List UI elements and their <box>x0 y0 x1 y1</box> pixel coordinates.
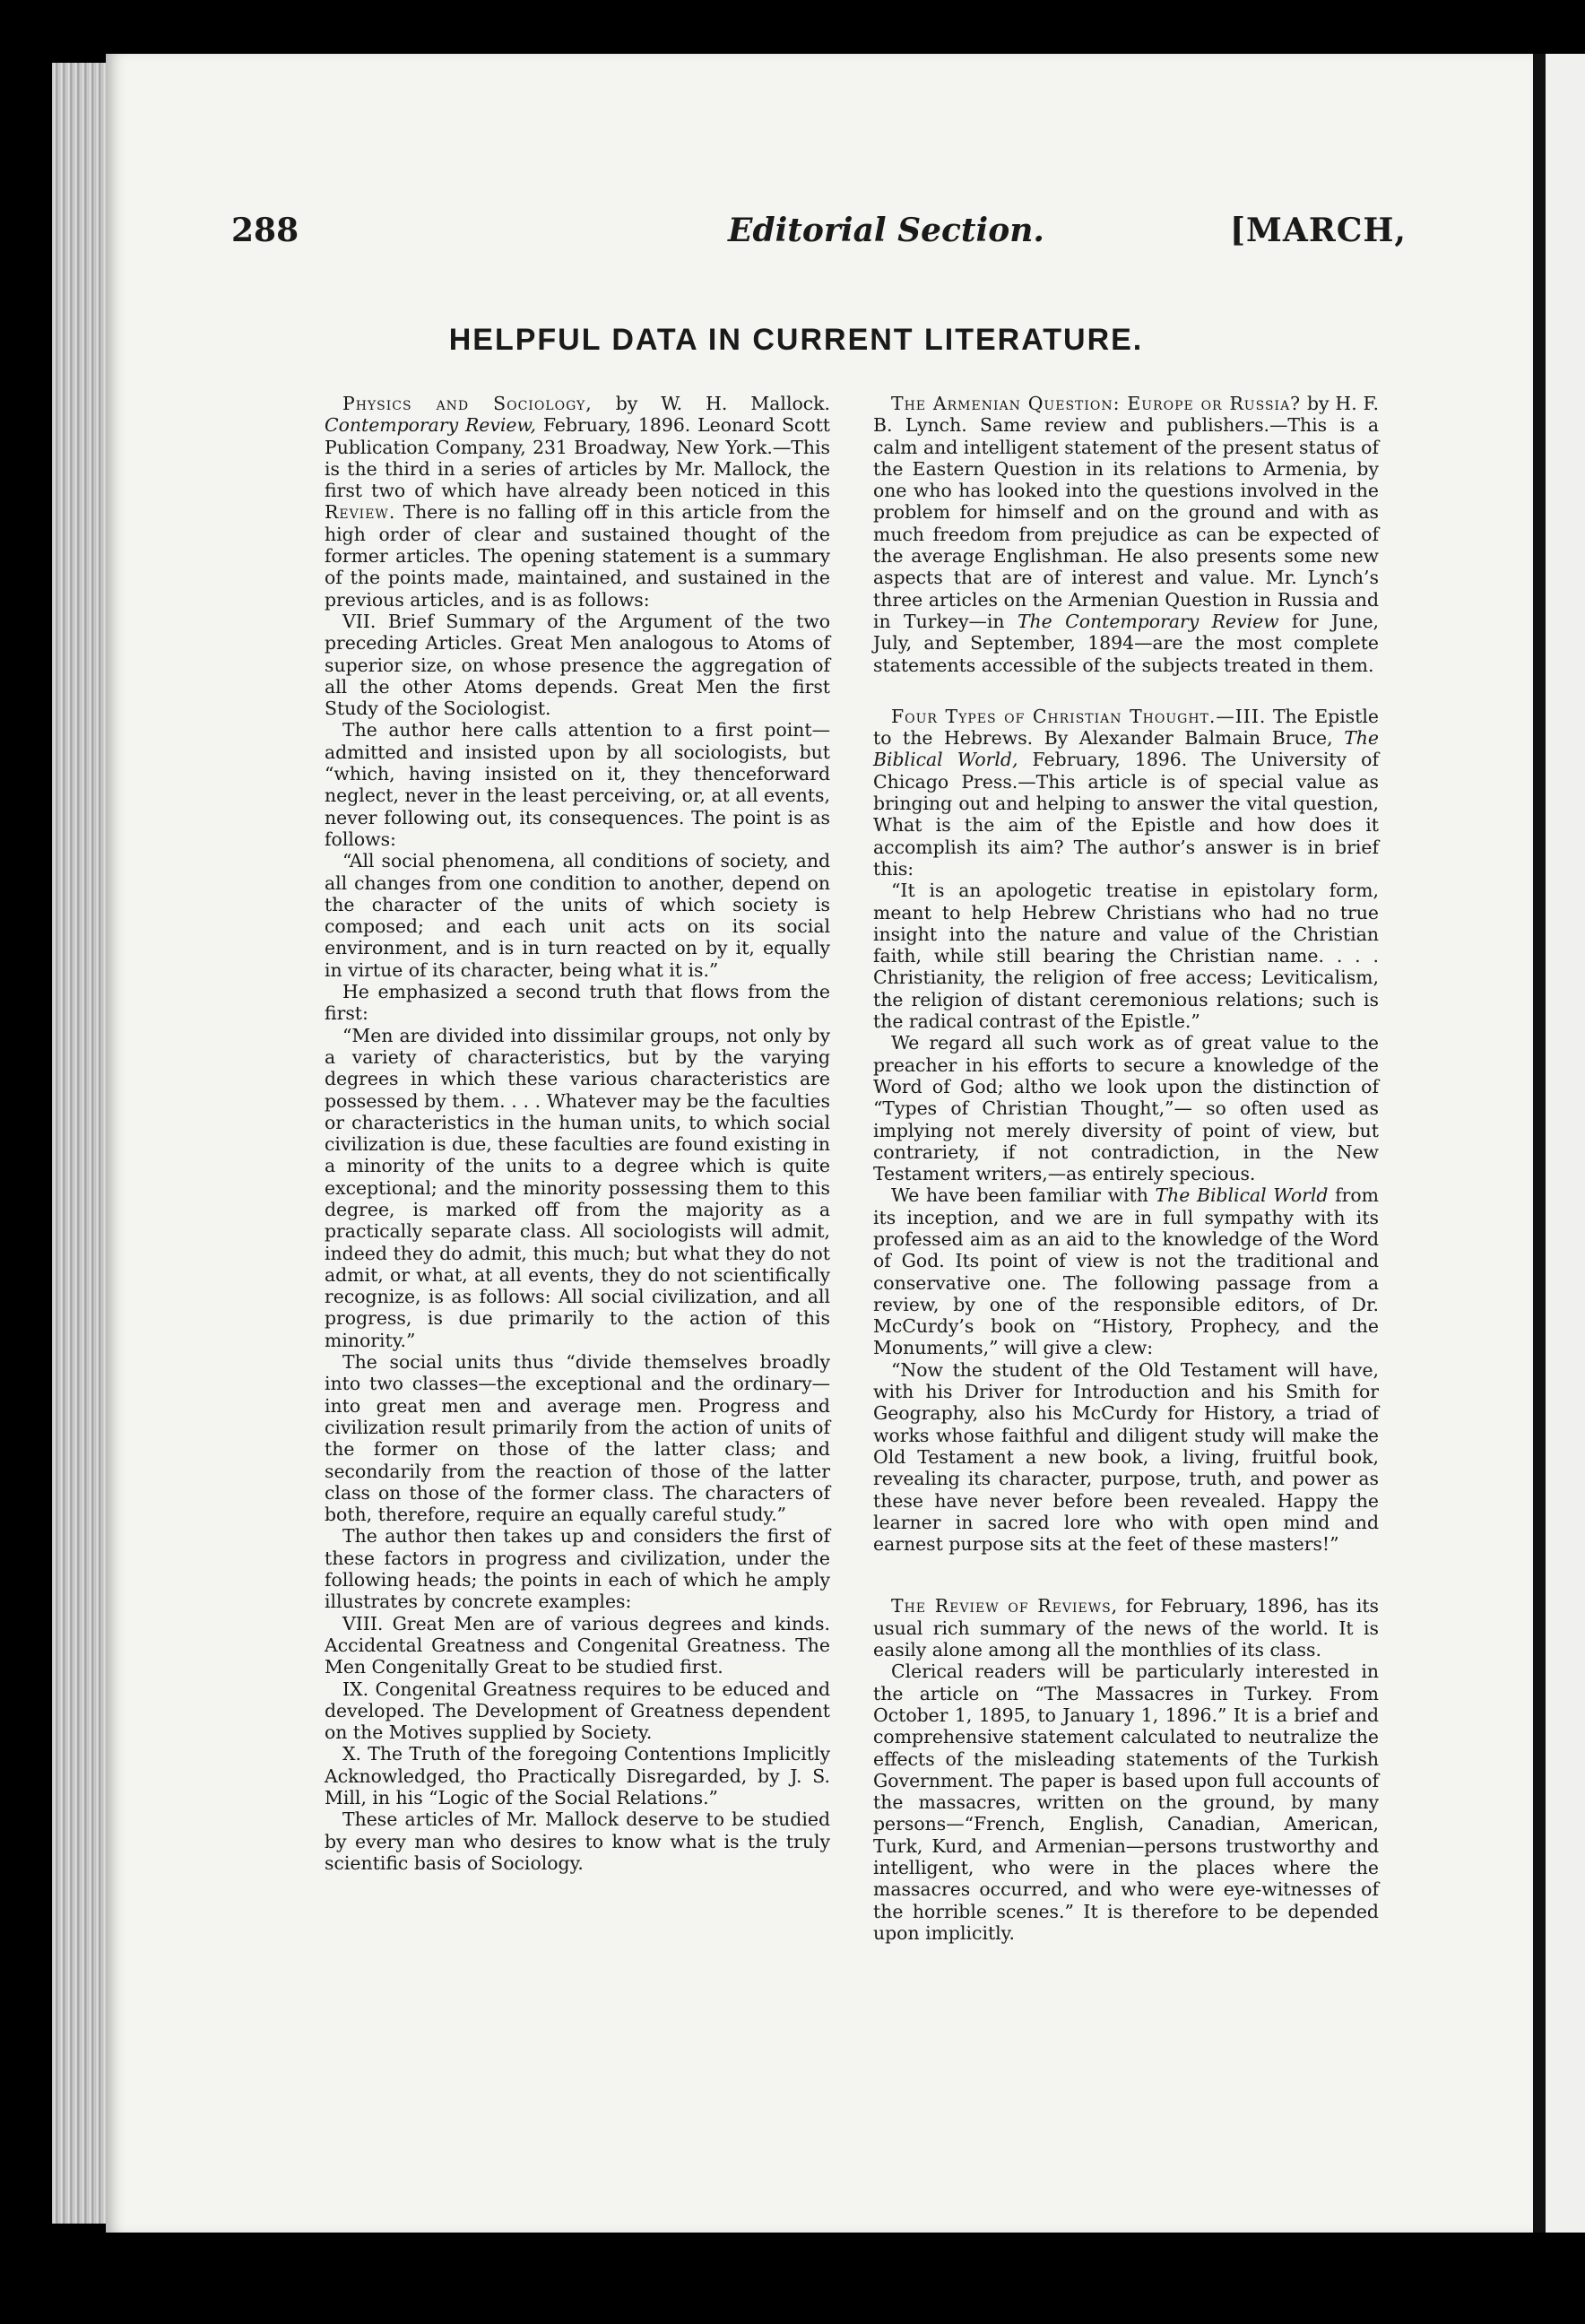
article-heading: The Armenian Question: Europe or Russia? <box>891 393 1302 414</box>
running-header <box>0 212 1585 265</box>
text-span: The Epistle to the Hebrews. By Alexander Balmain Bruce, <box>873 705 1379 750</box>
paragraph: He emphasized a second truth that flows from the first: <box>325 981 830 1025</box>
spacer <box>873 1555 1379 1595</box>
article-title: HELPFUL DATA IN CURRENT LITERATURE. <box>448 323 1144 357</box>
paragraph: We regard all such work as of great value to the preacher in his efforts to secure a knowledge of the Word of God; altho we look upon the distinction of “Types of Christian Thought,”— so often used as implying not merely diversity of point of view, but contrariety, if not contradiction, in the New Testament writers,—as entirely specious. <box>873 1032 1379 1185</box>
paragraph-physics-sociology <box>325 393 830 611</box>
quote-paragraph: “Men are divided into dissimilar groups, not only by a variety of characteristics, but by the varying degrees in which these various characteristics are possessed by them. . . . Whatever may be the faculties or characteristics in the human units, to which social civilization is due, these faculties are found existing in a minority of the units to a degree which is quite exceptional; and the minority possessing them to this degree, is marked off from the majority as a practically separate class. All sociologists will admit, indeed they do admit, this much; but what they do not admit, or what, at all events, they do not scientifically recognize, is as follows: All social civilization, and all progress, is due primarily to the action of this minority.” <box>325 1024 830 1351</box>
left-column <box>325 393 830 1874</box>
paragraph: The author then takes up and considers the first of these factors in progress and civilization, under the following heads; the points in each of which he amply illustrates by concrete examples: <box>325 1525 830 1613</box>
text-span: We have been familiar with <box>891 1184 1156 1207</box>
paragraph <box>873 1184 1379 1358</box>
paragraph: X. The Truth of the foregoing Contentions Implicitly Acknowledged, tho Practically Disregarded, by J. S. Mill, in his “Logic of the Social Relations.” <box>325 1743 830 1808</box>
text-span: for February, 1896, has its usual rich summary of the news of the world. It is easily alone among all the monthlies of its class. <box>873 1595 1379 1661</box>
journal-name: The Biblical World, <box>873 727 1379 771</box>
article-heading: Four Types of Christian Thought.—III. <box>891 705 1267 727</box>
paragraph-review-of-reviews <box>873 1595 1379 1661</box>
text-span: February, 1896. Leonard Scott Publication Company, 231 Broadway, New York.—This is the third in a series of articles by Mr. Mallock, the first two of which have already been noticed in this <box>325 414 830 502</box>
paragraph-armenian-question <box>873 393 1379 676</box>
journal-name: Contemporary Review, <box>325 414 536 437</box>
text-span: February, 1896. The University of Chicago Press.—This article is of special value as bringing out and helping to answer the vital question, What is the aim of the Epistle and how does it accomplish its aim? The author’s answer is in brief this: <box>873 749 1379 880</box>
article-heading: The Review of Reviews, <box>891 1595 1119 1617</box>
paragraph: The social units thus “divide themselves broadly into two classes—the exceptional and the ordinary—into great men and average men. Progress and civilization result primarily from the action of units of the former on those of the latter class; and secondarily from the reaction of those of the latter class on those of the former class. The characters of both, therefore, require an equally careful study.” <box>325 1351 830 1526</box>
text-span: for June, July, and September, 1894—are the most complete statements accessible of the subjects treated in them. <box>873 610 1380 676</box>
page-number: 288 <box>231 212 299 249</box>
text-span: by W. H. Mallock. <box>592 393 830 414</box>
text-span: by H. F. B. Lynch. Same review and publishers.—This is a calm and intelligent statement of the present status of the Eastern Question in its relations to Armenia, by one who has looked into the questions involved in the problem for himself and on the ground and with as much freedom from prejudice as can be expected of the average Englishman. He also presents some new aspects that are of interest and value. Mr. Lynch’s three articles on the Armenian Question in Russia and in Turkey—in <box>873 393 1380 632</box>
journal-name: The Biblical World <box>1155 1184 1329 1207</box>
paragraph-four-types <box>873 706 1379 880</box>
paragraph: IX. Congenital Greatness requires to be educed and developed. The Development of Greatness dependent on the Motives supplied by Society. <box>325 1678 830 1744</box>
paragraph: The author here calls attention to a first point—admitted and insisted upon by all sociologists, but “which, having insisted on it, they thenceforward neglect, never in the least perceiving, or, at all events, never following out, its consequences. The point is as follows: <box>325 719 830 850</box>
right-column <box>873 393 1379 1944</box>
text-span: There is no falling off in this article from the high order of clear and sustained thought of the former articles. The opening statement is a summary of the points made, maintained, and sustained in the previous articles, and is as follows: <box>325 501 830 611</box>
paragraph: VIII. Great Men are of various degrees and kinds. Accidental Greatness and Congenital Greatness. The Men Congenitally Great to be studied first. <box>325 1612 830 1678</box>
article-heading: Physics and Sociology, <box>342 393 593 414</box>
journal-name: The Contemporary Review <box>1017 610 1279 632</box>
month-label: [MARCH, <box>1230 212 1407 249</box>
section-title: Editorial Section. <box>728 212 1044 249</box>
review-name: Review. <box>325 501 396 524</box>
spacer <box>873 676 1379 706</box>
adjacent-page-edge <box>1546 54 1585 2233</box>
gutter-shadow <box>1533 54 1546 2233</box>
text-span: from its inception, and we are in full sympathy with its professed aim as an aid to the knowledge of the Word of God. Its point of view is not the traditional and conservative one. The following passage from a review, by one of the responsible editors, of Dr. McCurdy’s book on “History, Prophecy, and the Monuments,” will give a clew: <box>873 1184 1380 1359</box>
paragraph: VII. Brief Summary of the Argument of the two preceding Articles. Great Men analogous to Atoms of superior size, on whose presence the aggregation of all the other Atoms depends. Great Men the first Study of the Sociologist. <box>325 610 830 720</box>
quote-paragraph: “It is an apologetic treatise in epistolary form, meant to help Hebrew Christians who had no true insight into the nature and value of the Christian faith, while still bearing the Christian name. . . . Christianity, the religion of free access; Leviticalism, the religion of distant ceremonious relations; such is the radical contrast of the Epistle.” <box>873 880 1379 1033</box>
paragraph: These articles of Mr. Mallock deserve to be studied by every man who desires to know what is the truly scientific basis of Sociology. <box>325 1808 830 1874</box>
quote-paragraph: “All social phenomena, all conditions of society, and all changes from one condition to another, depend on the character of the units of which society is composed; and each unit acts on its social environment, and is in turn reacted on by it, equally in virtue of its character, being what it is.” <box>325 850 830 981</box>
paragraph: Clerical readers will be particularly interested in the article on “The Massacres in Turkey. From October 1, 1895, to January 1, 1896.” It is a brief and comprehensive statement calculated to neutralize the effects of the misleading statements of the Turkish Government. The paper is based upon full accounts of the massacres, written on the ground, by many persons—“French, English, Canadian, American, Turk, Kurd, and Armenian—persons trustworthy and intelligent, who were in the places where the massacres occurred, and who were eye-witnesses of the horrible scenes.” It is therefore to be depended upon implicitly. <box>873 1661 1379 1944</box>
quote-paragraph: “Now the student of the Old Testament will have, with his Driver for Introduction and his Smith for Geography, also his McCurdy for History, a triad of works whose faithful and diligent study will make the Old Testament a new book, a living, fruitful book, revealing its character, purpose, truth, and power as these have never before been revealed. Happy the learner in sacred lore who with open mind and earnest purpose sits at the feet of these masters!” <box>873 1358 1379 1556</box>
